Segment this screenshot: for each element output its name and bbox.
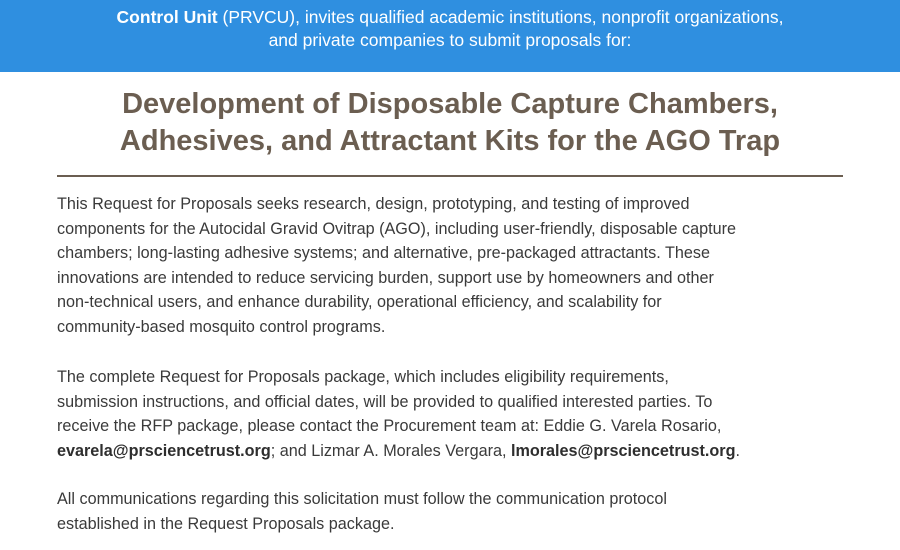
paragraph-communications	[57, 487, 857, 536]
paragraph-line: This Request for Proposals seeks research, design, prototyping, and testing of improved	[57, 195, 690, 213]
title-line-2: Adhesives, and Attractant Kits for the AGO Trap	[119, 125, 781, 157]
paragraph-line: established in the Request Proposals package.	[57, 514, 395, 533]
email-link-lmorales[interactable]: lmorales@prsciencetrust.org	[510, 441, 736, 460]
title-divider	[57, 175, 843, 177]
page-title	[0, 86, 900, 160]
paragraph-line: non-technical users, and enhance durability, operational efficiency, and scalability for	[57, 293, 662, 311]
banner-line-1-text: (PRVCU), invites qualified academic institutions, nonprofit organizations,	[217, 7, 784, 27]
paragraph-line: community-based mosquito control programs.	[57, 317, 386, 336]
org-name: Control Unit	[116, 7, 218, 27]
paragraph-line: All communications regarding this solicitation must follow the communication protocol	[57, 490, 668, 508]
paragraph-line: submission instructions, and official dates, will be provided to qualified interested parties. To	[57, 392, 713, 411]
contact-line	[57, 439, 857, 464]
banner-line-1	[0, 6, 900, 28]
paragraph-line: components for the Autocidal Gravid Ovitrap (AGO), including user-friendly, disposable capture	[57, 219, 737, 238]
paragraph-contact	[57, 365, 857, 463]
paragraph-line: receive the RFP package, please contact the Procurement team at: Eddie G. Varela Rosario,	[57, 417, 722, 435]
banner-line-2: and private companies to submit proposals for:	[268, 30, 632, 50]
title-line-1: Development of Disposable Capture Chambers,	[122, 88, 778, 120]
contact-end-text: .	[735, 441, 740, 460]
paragraph-line: chambers; long-lasting adhesive systems; and alternative, pre-packaged attractants. These	[57, 244, 710, 262]
paragraph-line: The complete Request for Proposals package, which includes eligibility requirements,	[57, 368, 669, 386]
paragraph-line: innovations are intended to reduce servicing burden, support use by homeowners and other	[57, 268, 714, 287]
contact-between-text: ; and Lizmar A. Morales Vergara,	[270, 441, 511, 460]
email-link-evarela[interactable]: evarela@prsciencetrust.org	[57, 441, 271, 460]
header-banner	[0, 0, 900, 72]
paragraph-scope	[57, 192, 857, 339]
